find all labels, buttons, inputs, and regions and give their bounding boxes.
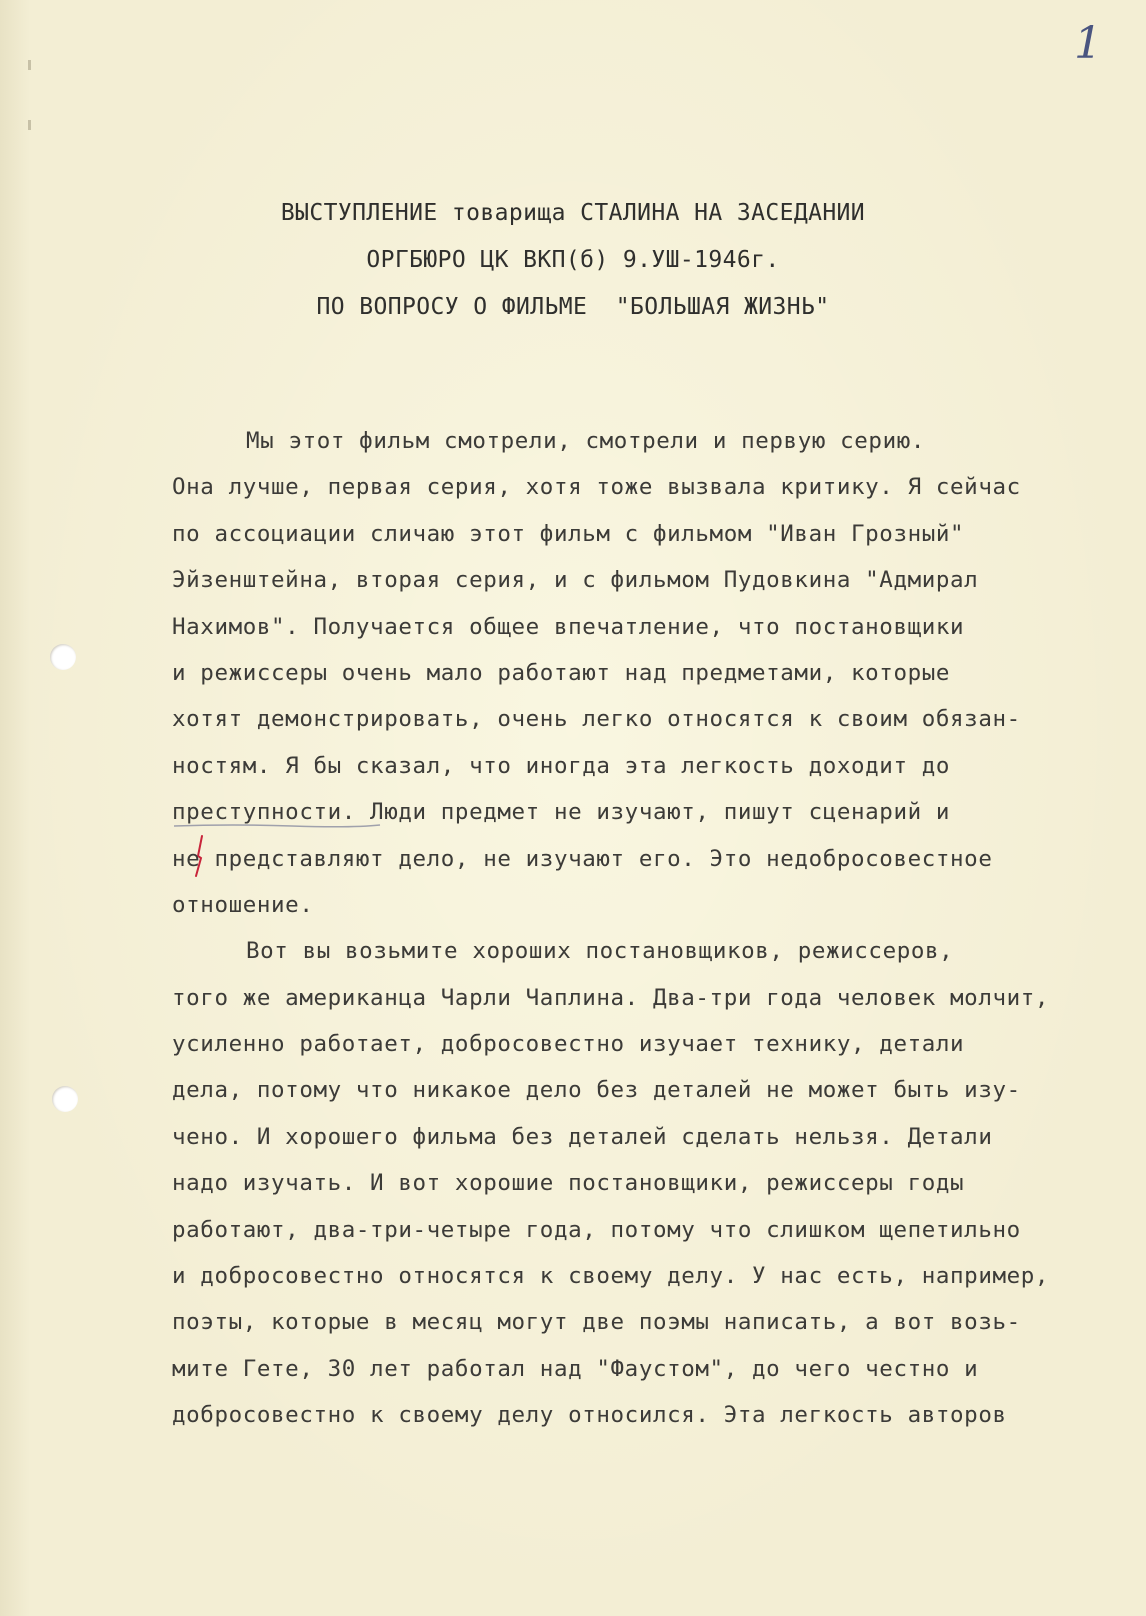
text-line: чено. И хорошего фильма без деталей сделать нельзя. Детали xyxy=(172,1123,993,1150)
heading-line: ПО ВОПРОСУ О ФИЛЬМЕ "БОЛЬШАЯ ЖИЗНЬ" xyxy=(316,294,830,320)
text-line: поэты, которые в месяц могут две поэмы написать, а вот возь- xyxy=(172,1309,1021,1336)
punch-hole xyxy=(52,1086,78,1112)
text-line: мите Гете, 30 лет работал над "Фаустом", до чего честно и xyxy=(172,1355,979,1382)
text-line: Она лучше, первая серия, хотя тоже вызвала критику. Я сейчас xyxy=(172,474,1021,501)
text-line: Эйзенштейна, вторая серия, и с фильмом Пудовкина "Адмирал xyxy=(172,567,979,594)
margin-mark xyxy=(28,120,31,130)
margin-mark xyxy=(28,60,31,70)
text-line: работают, два-три-четыре года, потому что слишком щепетильно xyxy=(172,1216,1021,1243)
text-line: не представляют дело, не изучают его. Это недобросовестное xyxy=(172,845,993,872)
text-line: того же американца Чарли Чаплина. Два-три года человек молчит, xyxy=(172,984,1050,1011)
text-line: надо изучать. И вот хорошие постановщики, режиссеры годы xyxy=(172,1170,965,1197)
text-line: дела, потому что никакое дело без деталей не может быть изу- xyxy=(172,1077,1021,1104)
text-line: отношение. xyxy=(172,891,314,918)
text-line: Вот вы возьмите хороших постановщиков, режиссеров, xyxy=(246,938,954,965)
text-line: преступности. Люди предмет не изучают, пишут сценарий и xyxy=(172,799,951,826)
text-line: и режиссеры очень мало работают над предметами, которые xyxy=(172,659,951,686)
text-line: Нахимов". Получается общее впечатление, что постановщики xyxy=(172,613,965,640)
text-line: по ассоциации сличаю этот фильм с фильмом "Иван Грозный" xyxy=(172,520,965,547)
document-body xyxy=(172,418,1132,1439)
document-heading xyxy=(0,190,1146,331)
text-line: усиленно работает, добросовестно изучает технику, детали xyxy=(172,1031,965,1058)
text-line: ностям. Я бы сказал, что иногда эта легкость доходит до xyxy=(172,752,951,779)
punch-hole xyxy=(50,644,76,670)
text-line: хотят демонстрировать, очень легко относятся к своим обязан- xyxy=(172,706,1021,733)
page-number: 1 xyxy=(1074,18,1102,69)
heading-line: ОРГБЮРО ЦК ВКП(б) 9.УШ-1946г. xyxy=(366,247,780,273)
text-line: Мы этот фильм смотрели, смотрели и первую серию. xyxy=(246,428,926,454)
text-line: добросовестно к своему делу относился. Эта легкость авторов xyxy=(172,1402,1007,1429)
heading-line: ВЫСТУПЛЕНИЕ товарища СТАЛИНА НА ЗАСЕДАНИИ xyxy=(280,200,866,226)
text-line: и добросовестно относятся к своему делу. У нас есть, например, xyxy=(172,1263,1050,1290)
